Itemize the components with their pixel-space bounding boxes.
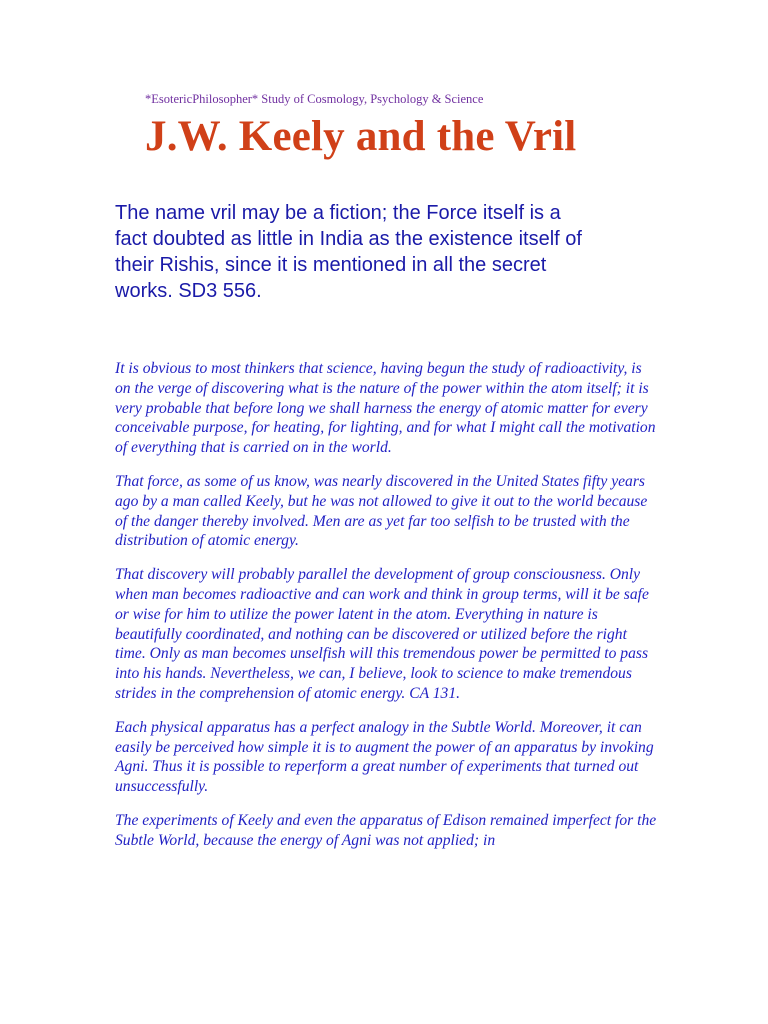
header-line: *EsotericPhilosopher* Study of Cosmology, Psychology & Science — [145, 92, 484, 106]
paragraph: The experiments of Keely and even the apparatus of Edison remained imperfect for the Subtle World, because the energy of Agni was not applied; in — [115, 811, 657, 849]
paragraph: Each physical apparatus has a perfect analogy in the Subtle World. Moreover, it can easily be perceived how simple it is to augment the power of an apparatus by invoking Agni. Thus it is possible to reperform a great number of experiments that turned out unsuccessfully. — [115, 718, 654, 796]
paragraph: That discovery will probably parallel the development of group consciousness. Only when man becomes radioactive and can work and think in group terms, will it be safe or wise for him to utilize the power latent in the atom. Everything in nature is beautifully coordinated, and nothing can be discovered or utilized before the right time. Only as man becomes unselfish will this tremendous power be permitted to pass into his hands. Nevertheless, we can, I believe, look to science to make tremendous strides in the comprehension of atomic energy. CA 131. — [115, 566, 649, 702]
document-body — [115, 359, 660, 865]
paragraph: That force, as some of us know, was nearly discovered in the United States fifty years ago by a man called Keely, but he was not allowed to give it out to the world because of the danger thereby involved. Men are as yet far too selfish to be trusted with the distribution of atomic energy. — [115, 472, 648, 550]
intro-quote: The name vril may be a fiction; the Force itself is a fact doubted as little in India as the existence itself of their Rishis, since it is mentioned in all the secret works. SD3 556. — [115, 202, 582, 302]
page-title: J.W. Keely and the Vril — [145, 113, 577, 160]
paragraph: It is obvious to most thinkers that science, having begun the study of radioactivity, is on the verge of discovering what is the nature of the power within the atom itself; it is very probable that before long we shall harness the energy of atomic matter for every conceivable purpose, for heating, for lighting, and for what I might call the motivation of everything that is carried on in the world. — [115, 360, 656, 457]
